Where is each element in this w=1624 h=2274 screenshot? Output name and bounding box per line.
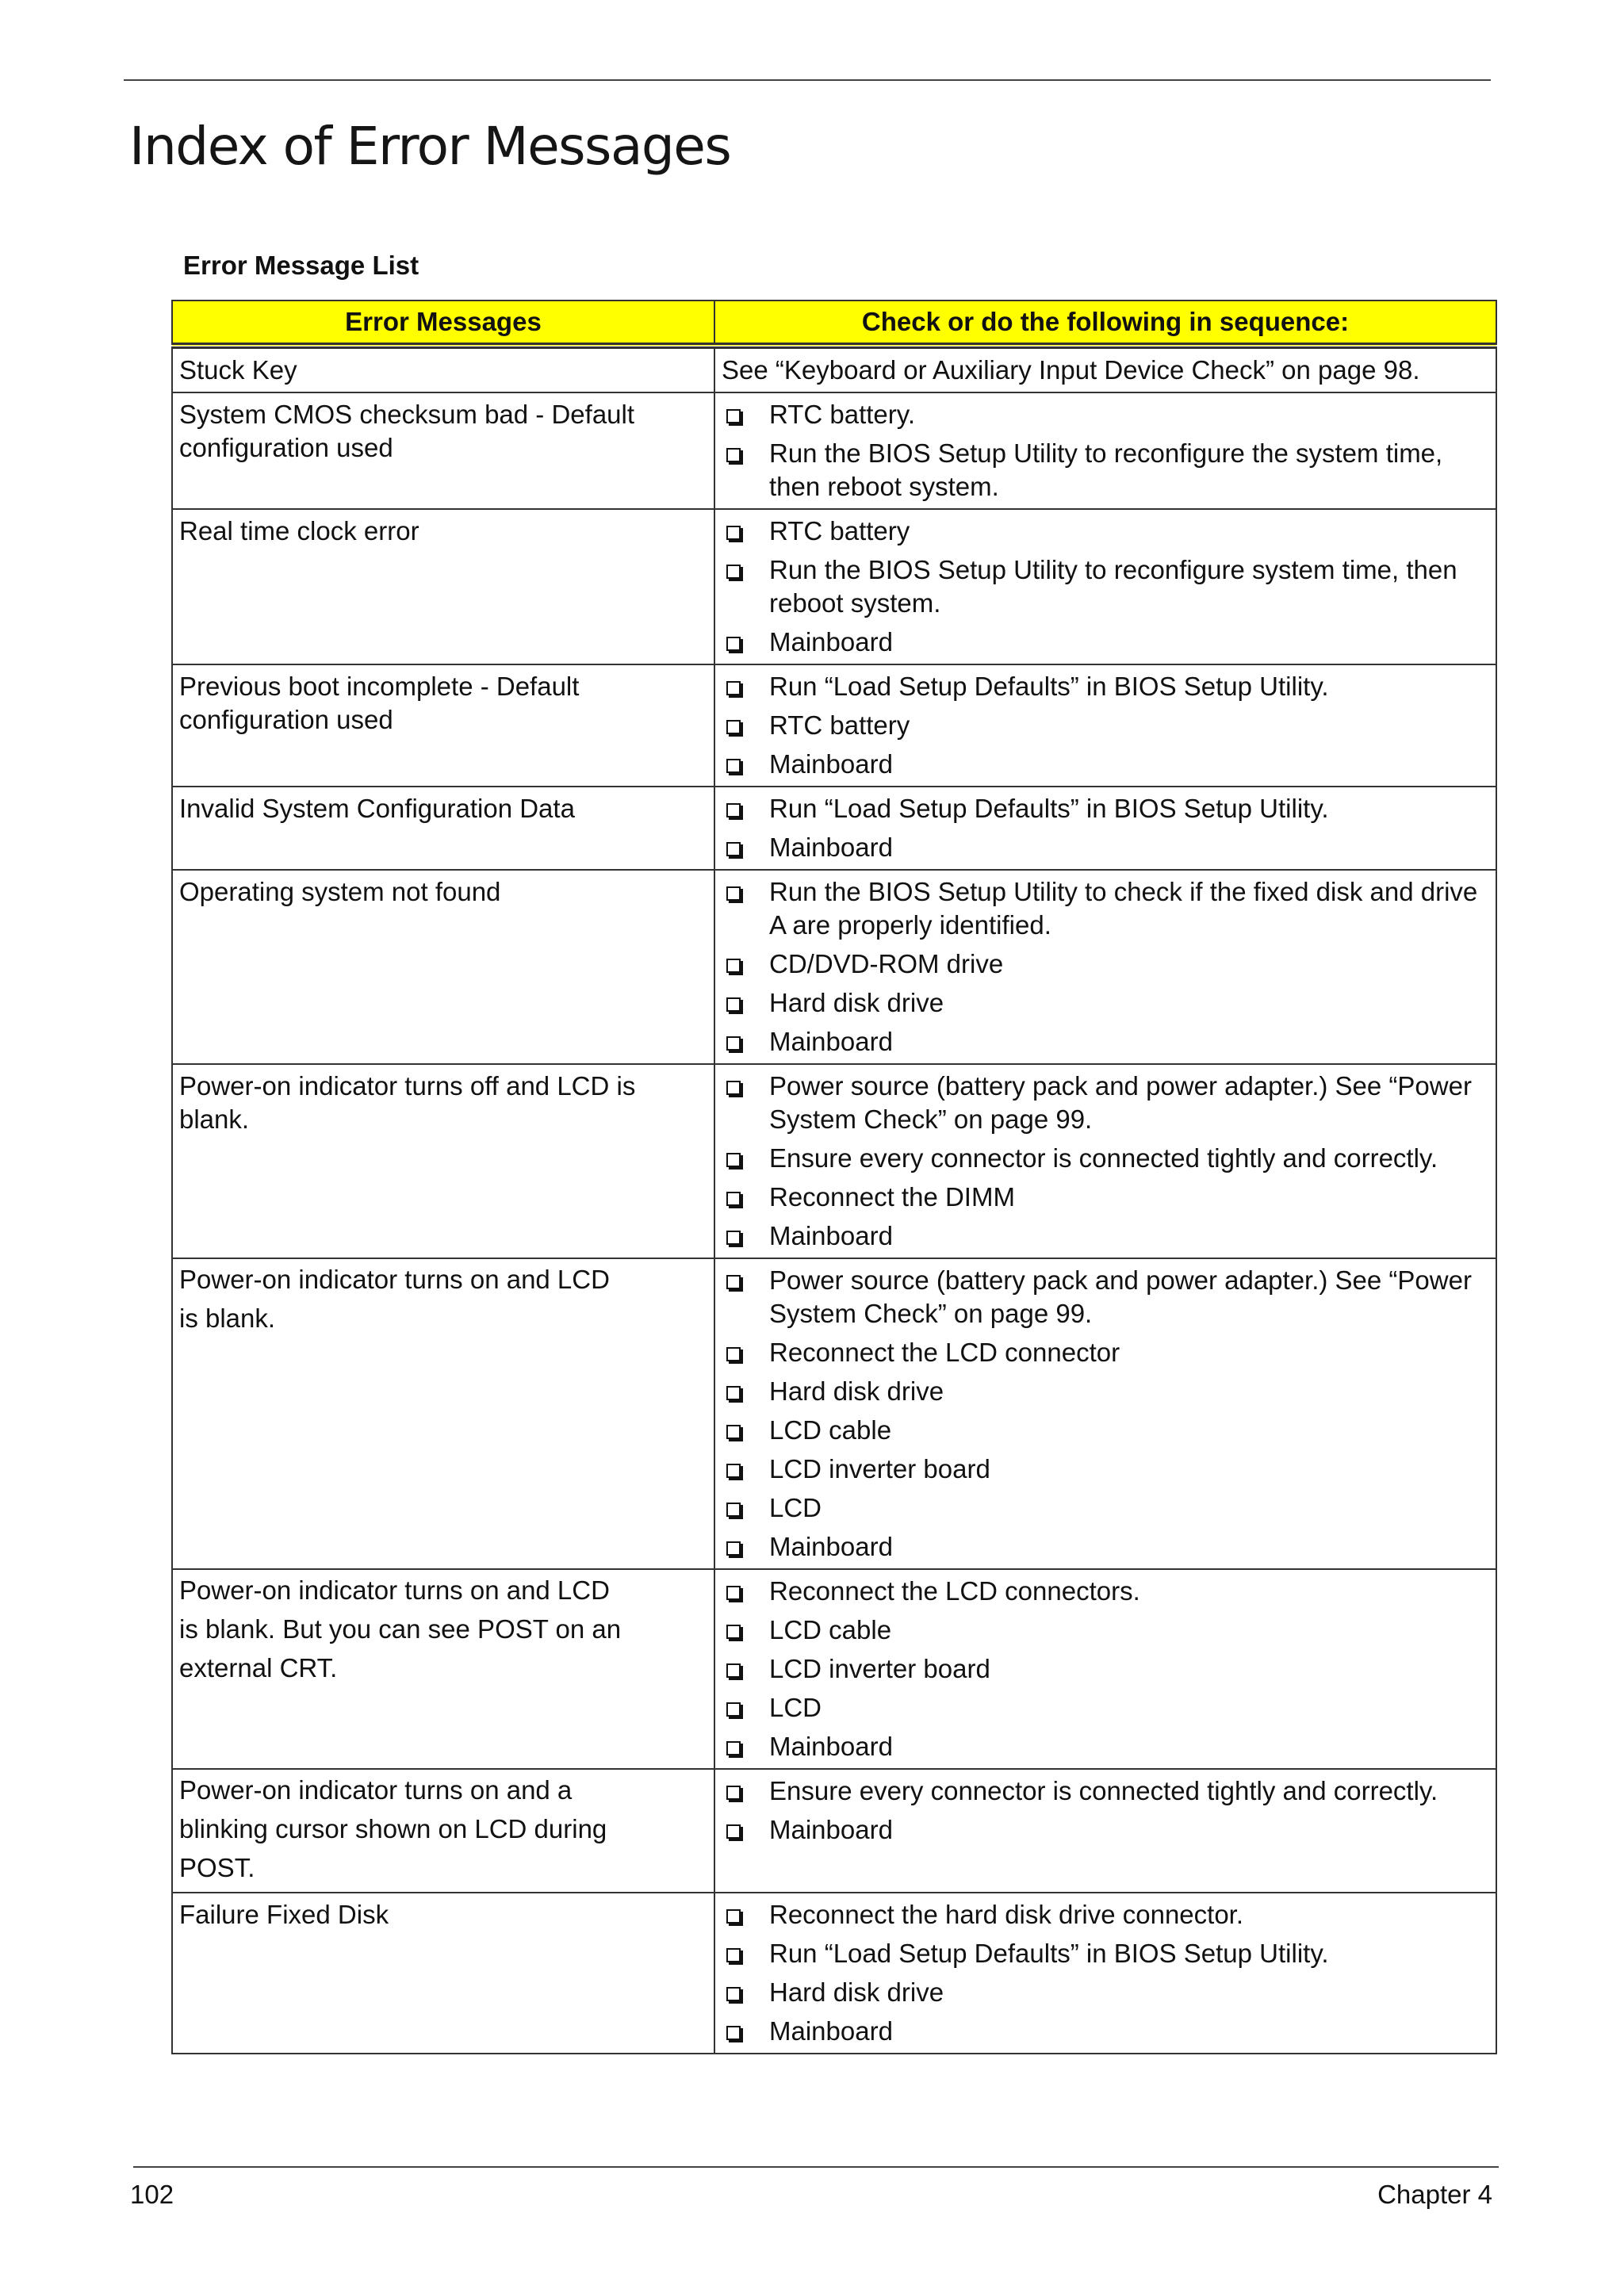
column-header-checks: Check or do the following in sequence: [714,301,1496,346]
checkbox-bullet-icon [726,1425,741,1439]
check-sequence-cell [714,1258,1496,1569]
check-item [722,1219,1489,1253]
error-message-text: Invalid System Configuration Data [179,794,575,823]
check-list [722,875,1489,1059]
checkbox-bullet-icon [726,1702,741,1717]
error-message-text: Previous boot incomplete - Default [179,672,580,701]
check-item-text: Run “Load Setup Defaults” in BIOS Setup Utility. [769,794,1329,823]
checkbox-bullet-icon [726,759,741,773]
checkbox-bullet-icon [726,1464,741,1478]
checkbox-bullet-icon [726,997,741,1012]
error-message-cell [172,509,714,664]
check-item [722,437,1489,503]
checkbox-bullet-icon [726,1987,741,2001]
check-item-text: Mainboard [769,1532,893,1561]
error-message-text: POST. [179,1853,255,1882]
check-item-text: Hard disk drive [769,1376,944,1406]
error-message-cell [172,1569,714,1769]
check-sequence-cell [714,1893,1496,2054]
error-message-text: configuration used [179,705,393,734]
check-item-text: LCD [769,1493,822,1522]
check-item [722,1025,1489,1059]
error-message-text: blank. [179,1104,250,1134]
check-item-text: Run “Load Setup Defaults” in BIOS Setup Utility. [769,672,1329,701]
check-list [722,792,1489,864]
check-item-text: CD/DVD-ROM drive [769,949,1004,978]
table-row [172,1258,1496,1569]
check-sequence-cell [714,664,1496,787]
check-item [722,1575,1489,1608]
check-item-text: Mainboard [769,1815,893,1844]
table-row [172,392,1496,509]
check-item-text: Reconnect the LCD connector [769,1338,1120,1367]
check-item [722,1530,1489,1564]
check-sequence-cell [714,1569,1496,1769]
error-message-cell [172,1258,714,1569]
check-item [722,1652,1489,1686]
check-item-text: Run the BIOS Setup Utility to reconfigure the system time, then reboot system. [769,438,1443,501]
top-rule [124,79,1491,81]
check-item-text: Mainboard [769,749,893,779]
check-item [722,875,1489,942]
table-header-row [172,301,1496,346]
checkbox-bullet-icon [726,886,741,901]
page-number: 102 [130,2180,174,2209]
check-item-text: Mainboard [769,627,893,657]
check-item [722,986,1489,1020]
check-item-text: RTC battery [769,710,910,740]
check-item [722,626,1489,659]
error-message-text: Power-on indicator turns on and LCD [179,1265,610,1294]
check-item-text: LCD cable [769,1615,892,1644]
check-item [722,398,1489,431]
check-item [722,1614,1489,1647]
error-message-text: Power-on indicator turns on and LCD [179,1575,610,1605]
table-row [172,1769,1496,1893]
checkbox-bullet-icon [726,409,741,423]
check-item-text: Mainboard [769,833,893,862]
checkbox-bullet-icon [726,720,741,734]
check-item [722,515,1489,548]
check-list [722,1898,1489,2048]
page-title: Index of Error Messages [129,116,731,177]
check-item [722,553,1489,620]
check-item-text: Mainboard [769,1221,893,1250]
checkbox-bullet-icon [726,565,741,579]
check-item-text: Reconnect the hard disk drive connector. [769,1900,1244,1929]
table-row [172,509,1496,664]
error-message-cell [172,1064,714,1258]
check-item-text: Run “Load Setup Defaults” in BIOS Setup Utility. [769,1939,1329,1968]
check-item-text: LCD inverter board [769,1454,990,1483]
chapter-label: Chapter 4 [1377,2180,1492,2209]
check-item-text: Run the BIOS Setup Utility to check if the fixed disk and drive A are properly identified. [769,877,1478,940]
check-item-text: Reconnect the LCD connectors. [769,1576,1140,1606]
check-list [722,1264,1489,1564]
check-item [722,1070,1489,1136]
check-item-text: Mainboard [769,2016,893,2046]
check-sequence-cell [714,1064,1496,1258]
table-row [172,787,1496,870]
check-item [722,2015,1489,2048]
error-message-text: Failure Fixed Disk [179,1900,389,1929]
checkbox-bullet-icon [726,1741,741,1755]
checkbox-bullet-icon [726,2026,741,2040]
checkbox-bullet-icon [726,842,741,856]
checkbox-bullet-icon [726,1347,741,1361]
check-item-text: LCD cable [769,1415,892,1445]
check-item-text: Power source (battery pack and power adapter.) See “Power System Check” on page 99. [769,1265,1472,1328]
check-sequence-cell [714,1769,1496,1893]
check-item [722,748,1489,781]
checkbox-bullet-icon [726,1625,741,1639]
column-header-error-messages: Error Messages [172,301,714,346]
error-message-text: is blank. [179,1304,276,1333]
checkbox-bullet-icon [726,1503,741,1517]
check-item [722,1336,1489,1369]
check-item-text: Reconnect the DIMM [769,1182,1015,1212]
check-item [722,1976,1489,2009]
checkbox-bullet-icon [726,526,741,540]
check-sequence-cell [714,787,1496,870]
check-list [722,1774,1489,1847]
error-message-table [171,300,1497,2054]
error-message-cell [172,664,714,787]
check-item-text: Mainboard [769,1732,893,1761]
checkbox-bullet-icon [726,1275,741,1289]
error-message-text: is blank. But you can see POST on an [179,1614,622,1644]
check-item [722,1813,1489,1847]
check-item [722,1898,1489,1931]
check-item [722,1453,1489,1486]
checkbox-bullet-icon [726,681,741,695]
check-item [722,831,1489,864]
checkbox-bullet-icon [726,1586,741,1600]
checkbox-bullet-icon [726,1663,741,1678]
check-list [722,1575,1489,1763]
check-item [722,1691,1489,1725]
checkbox-bullet-icon [726,1948,741,1962]
check-item [722,1264,1489,1330]
error-message-cell [172,787,714,870]
table-row [172,346,1496,392]
error-message-text: Stuck Key [179,355,297,385]
checkbox-bullet-icon [726,448,741,462]
table-row [172,1064,1496,1258]
error-message-cell [172,392,714,509]
check-item-text: Ensure every connector is connected tightly and correctly. [769,1143,1438,1173]
check-item-text: RTC battery. [769,400,915,429]
checkbox-bullet-icon [726,1036,741,1051]
check-list [722,515,1489,659]
checkbox-bullet-icon [726,1231,741,1245]
check-item [722,1491,1489,1525]
error-message-text: blinking cursor shown on LCD during [179,1814,607,1843]
table-row [172,1893,1496,2054]
error-message-text: Real time clock error [179,516,419,546]
check-sequence-cell [714,346,1496,392]
check-item-text: LCD [769,1693,822,1722]
check-sequence-cell [714,509,1496,664]
error-message-text: Power-on indicator turns off and LCD is [179,1071,636,1101]
checkbox-bullet-icon [726,1153,741,1167]
check-item [722,1181,1489,1214]
check-item [722,792,1489,825]
check-item-text: Hard disk drive [769,1977,944,2007]
table-row [172,870,1496,1064]
table-body [172,346,1496,2054]
check-sequence-cell [714,392,1496,509]
check-list [722,670,1489,781]
checkbox-bullet-icon [726,1386,741,1400]
check-item [722,1375,1489,1408]
check-item [722,948,1489,981]
checkbox-bullet-icon [726,1081,741,1095]
checkbox-bullet-icon [726,1786,741,1800]
check-sequence-cell [714,870,1496,1064]
error-message-text: external CRT. [179,1653,338,1683]
check-item-text: Mainboard [769,1027,893,1056]
check-item [722,1937,1489,1970]
error-message-cell [172,346,714,392]
error-message-text: Power-on indicator turns on and a [179,1775,573,1805]
table-row [172,1569,1496,1769]
checkbox-bullet-icon [726,1909,741,1924]
check-item-text: Hard disk drive [769,988,944,1017]
reference-text: See “Keyboard or Auxiliary Input Device Check” on page 98. [722,355,1420,385]
error-message-text: Operating system not found [179,877,501,906]
check-item [722,1730,1489,1763]
check-item [722,1414,1489,1447]
check-item [722,1142,1489,1175]
section-title: Error Message List [183,251,419,280]
checkbox-bullet-icon [726,1824,741,1839]
check-item [722,709,1489,742]
checkbox-bullet-icon [726,959,741,973]
error-message-cell [172,1893,714,2054]
bottom-rule [133,2166,1499,2168]
error-message-text: System CMOS checksum bad - Default [179,400,635,429]
checkbox-bullet-icon [726,1541,741,1556]
check-item-text: RTC battery [769,516,910,546]
check-item-text: Power source (battery pack and power adapter.) See “Power System Check” on page 99. [769,1071,1472,1134]
checkbox-bullet-icon [726,637,741,651]
check-item [722,670,1489,703]
error-message-cell [172,870,714,1064]
check-list [722,1070,1489,1253]
check-list [722,398,1489,503]
check-item [722,1774,1489,1808]
error-message-cell [172,1769,714,1893]
error-message-text: configuration used [179,433,393,462]
table-row [172,664,1496,787]
check-item-text: Run the BIOS Setup Utility to reconfigure system time, then reboot system. [769,555,1457,618]
check-item-text: LCD inverter board [769,1654,990,1683]
checkbox-bullet-icon [726,1192,741,1206]
check-item-text: Ensure every connector is connected tightly and correctly. [769,1776,1438,1805]
checkbox-bullet-icon [726,803,741,817]
